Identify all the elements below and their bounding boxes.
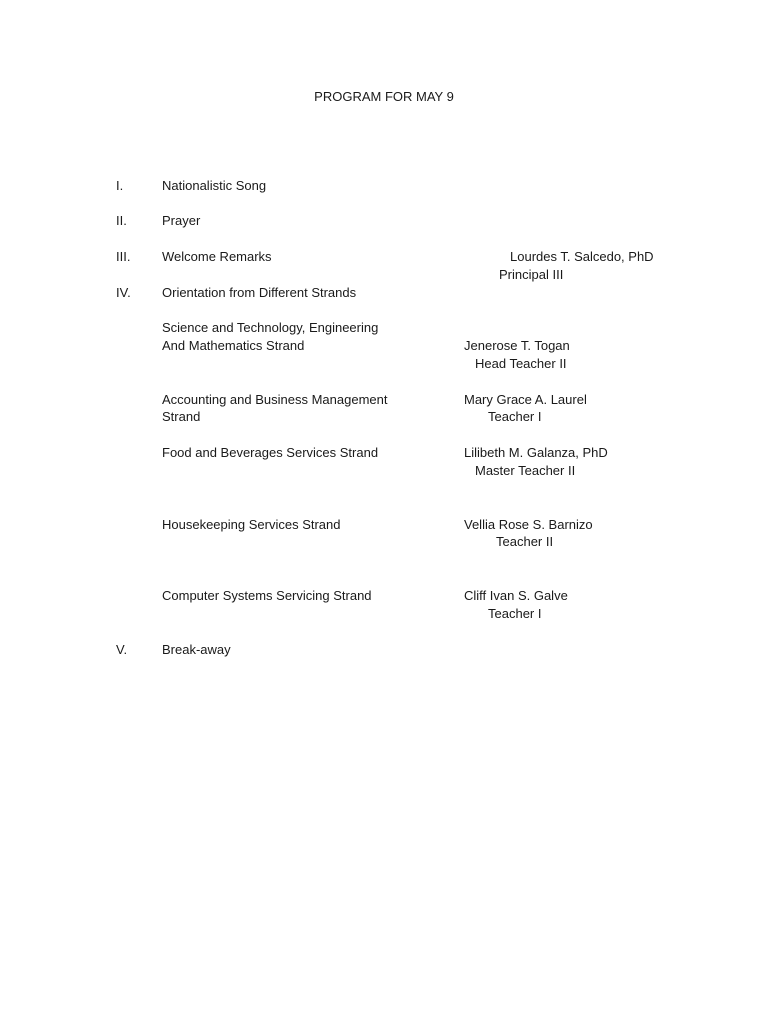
speaker-name: Vellia Rose S. Barnizo [464, 517, 593, 532]
speaker-title: Principal III [499, 267, 564, 282]
speaker-name: Jenerose T. Togan [464, 338, 570, 353]
strand-label: Accounting and Business Management [162, 392, 388, 407]
item-label: Prayer [162, 213, 201, 228]
strand-label: Computer Systems Servicing Strand [162, 588, 372, 603]
speaker-title: Head Teacher II [475, 356, 567, 371]
item-label: Welcome Remarks [162, 249, 272, 264]
speaker-name: Cliff Ivan S. Galve [464, 588, 568, 603]
speaker-name: Lilibeth M. Galanza, PhD [464, 445, 608, 460]
item-label: Orientation from Different Strands [162, 285, 357, 300]
item-numeral: IV. [116, 285, 131, 300]
speaker-name: Lourdes T. Salcedo, PhD [510, 249, 654, 264]
item-label: Nationalistic Song [162, 178, 267, 193]
speaker-title: Teacher I [488, 409, 542, 424]
speaker-name: Mary Grace A. Laurel [464, 392, 587, 407]
speaker-title: Teacher II [496, 534, 554, 549]
strand-label: Food and Beverages Services Strand [162, 445, 379, 460]
item-numeral: I. [116, 178, 124, 193]
item-numeral: III. [116, 249, 131, 264]
item-numeral: V. [116, 642, 128, 657]
page-title: PROGRAM FOR MAY 9 [314, 89, 454, 104]
strand-label: Science and Technology, Engineering [162, 320, 379, 335]
speaker-title: Master Teacher II [475, 463, 576, 478]
item-numeral: II. [116, 213, 127, 228]
strand-label: And Mathematics Strand [162, 338, 305, 353]
speaker-title: Teacher I [488, 606, 542, 621]
strand-label: Housekeeping Services Strand [162, 517, 341, 532]
item-label: Break-away [162, 642, 231, 657]
strand-label: Strand [162, 409, 201, 424]
